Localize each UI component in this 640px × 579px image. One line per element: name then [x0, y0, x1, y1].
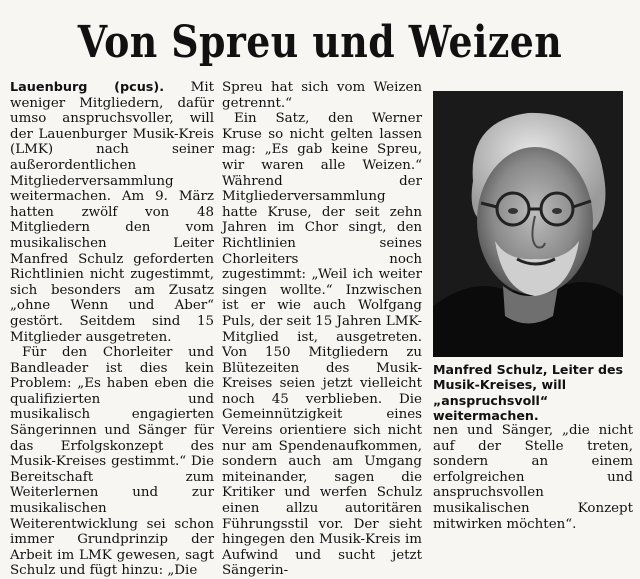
- portrait-image: [433, 91, 623, 357]
- article-column-3: [433, 423, 633, 532]
- paragraph: Spreu hat sich vom Weizen getrennt.“: [222, 80, 422, 111]
- paragraph: [10, 80, 214, 345]
- article-column-1: [10, 80, 214, 579]
- headline: Von Spreu und Weizen: [77, 17, 563, 68]
- paragraph: Für den Chorleiter und Bandleader ist dies kein Problem: „Es haben eben die qualifizierten und musikalisch engagierten Sängerinnen und Sänger für das Erfolgskonzept des Musik-Kreises gestimmt.“ Die Bereitschaft zum Weiterlernen und zur musikalischen Weiterentwicklung sei schon immer Grundprinzip der Arbeit im LMK gewesen, sagt Schulz und fügt hinzu: „Die: [10, 345, 214, 579]
- paragraph: Ein Satz, den Werner Kruse so nicht gelten lassen mag: „Es gab keine Spreu, wir waren alle Weizen.“ Während der Mitgliederversammlung hatte Kruse, der seit zehn Jahren im Chor singt, den Richtlinien seines Chorleiters noch zugestimmt: „Weil ich weiter singen wollte.“ Inzwischen ist er wie auch Wolfgang Puls, der seit 15 Jahren LMK-Mitglied ist, ausgetreten. Von 150 Mitgliedern zu Blütezeiten des Musik-Kreises seien jetzt vielleicht noch 45 verblieben. Die Gemeinnützigkeit eines Vereins orientiere sich nicht nur am Spendenaufkommen, sondern auch am Umgang miteinander, sagen die Kritiker und werfen Schulz einen allzu autoritären Führungsstil vor. Der sieht hingegen den Musik-Kreis im Aufwind und sucht jetzt Sängerin-: [222, 111, 422, 579]
- article-column-2: [222, 80, 422, 579]
- portrait-photo: [433, 91, 623, 357]
- paragraph-text: Mit weniger Mitgliedern, dafür umso anspruchsvoller, will der Lauenburger Musik-Kreis (LMK) nach seiner außerordentlichen Mitgliederversammlung weitermachen. Am 9. März hatten zwölf von 48 Mitgliedern den vom musikalischen Leiter Manfred Schulz geforderten Richtlinien nicht zugestimmt, sich besonders am Zusatz „ohne Wenn und Aber“ gestört. Seitdem sind 15 Mitglieder ausgetreten.: [10, 80, 214, 345]
- dateline: Lauenburg (pcus).: [10, 80, 165, 95]
- paragraph: nen und Sänger, „die nicht auf der Stelle treten, sondern an einem erfolgreichen und anspruchsvollen musikalischen Konzept mitwirken möchten“.: [433, 423, 633, 532]
- photo-caption: Manfred Schulz, Leiter des Musik-Kreises, will „anspruchsvoll“ weitermachen.: [433, 362, 624, 424]
